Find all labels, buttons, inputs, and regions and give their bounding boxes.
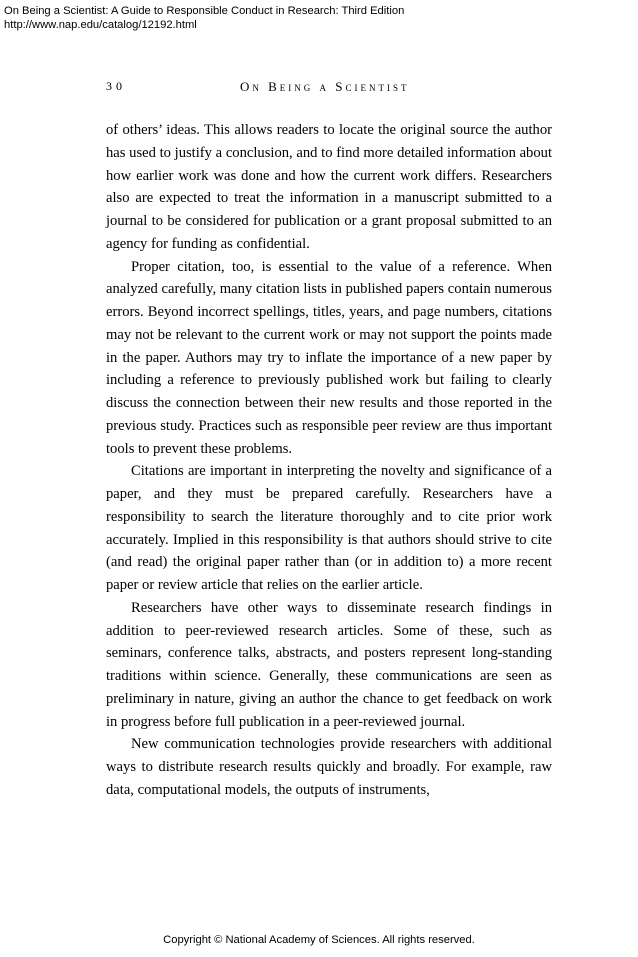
book-title: On Being a Scientist: [240, 79, 410, 94]
running-head: [106, 79, 552, 99]
paragraph-3: Citations are important in interpreting the novelty and significance of a paper, and they must be prepared carefully. Researchers have a responsibility to search the literature thoroughly and to cite prior work accurately. Implied in this responsibility is that authors should strive to cite (and read) the original paper rather than (or in addition to) a more recent paper or review article that relies on the earlier article.: [106, 463, 552, 593]
source-header: [4, 4, 404, 32]
body-text: [106, 119, 552, 802]
paragraph-1: of others’ ideas. This allows readers to locate the original source the author has used to justify a conclusion, and to find more detailed information about how earlier work was done and how the current work differs. Researchers also are expected to treat the information in a manuscript submitted to a journal to be considered for publication or a grant proposal submitted to an agency for funding as confidential.: [106, 122, 552, 252]
paragraph-4: Researchers have other ways to disseminate research findings in addition to peer-reviewed research articles. Some of these, such as seminars, conference talks, abstracts, and posters represent long-standing traditions within science. Generally, these communications are seen as preliminary in nature, giving an author the chance to get feedback on work in progress before full publication in a peer-reviewed journal.: [106, 599, 552, 730]
paragraph-5: New communication technologies provide researchers with additional ways to distribute research results quickly and broadly. For example, raw data, computational models, the outputs of instruments,: [106, 736, 552, 798]
source-title: On Being a Scientist: A Guide to Responsible Conduct in Research: Third Edition: [4, 5, 405, 17]
copyright-footer: Copyright © National Academy of Sciences. All rights reserved.: [163, 934, 475, 946]
paragraph-2: Proper citation, too, is essential to the value of a reference. When analyzed carefully, many citation lists in published papers contain numerous errors. Beyond incorrect spellings, titles, years, and page numbers, citations may not be relevant to the current work or may not support the points made in the paper. Authors may try to inflate the importance of a new paper by including a reference to previously published work but failing to clearly discuss the connection between their new results and those reported in the previous study. Practices such as responsible peer review are thus important tools to prevent these problems.: [106, 258, 552, 457]
source-url[interactable]: http://www.nap.edu/catalog/12192.html: [4, 19, 197, 31]
page-number: 30: [106, 79, 126, 93]
